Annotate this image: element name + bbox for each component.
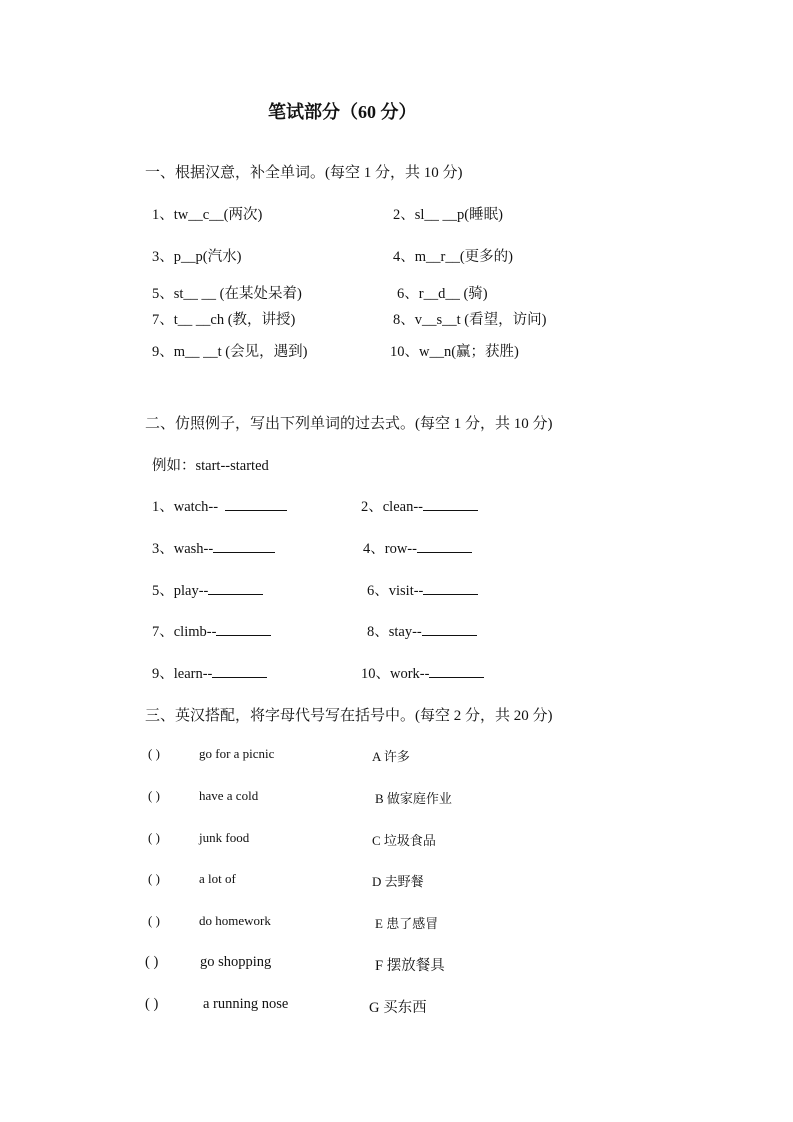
s2-item-7 xyxy=(152,620,271,641)
s2-item-8 xyxy=(367,620,477,641)
s1-item-8: 8、v__s__t (看望，访问) xyxy=(393,312,547,328)
s1-item-2: 2、sl__ __p(睡眠) xyxy=(393,207,503,223)
answer-blank[interactable] xyxy=(213,538,275,553)
answer-blank[interactable] xyxy=(216,621,271,636)
s3-chinese-d: D 去野餐 xyxy=(372,874,424,889)
s2-item-5 xyxy=(152,579,263,600)
s2-item-7-word: 7、climb-- xyxy=(152,624,217,640)
s2-item-6-word: 6、visit-- xyxy=(367,583,424,599)
answer-blank[interactable] xyxy=(429,663,484,678)
s2-example: 例如：start--started xyxy=(152,458,269,474)
s2-item-10 xyxy=(361,662,484,683)
answer-blank[interactable] xyxy=(423,496,478,511)
s3-chinese-b: B 做家庭作业 xyxy=(375,791,452,806)
s2-item-3-word: 3、wash-- xyxy=(152,541,214,557)
s1-item-3: 3、p__p(汽水) xyxy=(152,249,242,265)
s3-english-5: do homework xyxy=(199,913,271,928)
s3-chinese-c: C 垃圾食品 xyxy=(372,833,436,848)
s2-item-3 xyxy=(152,537,275,558)
s2-item-2-word: 2、clean-- xyxy=(361,499,423,515)
s2-item-1-word: 1、watch-- xyxy=(152,499,219,515)
s3-chinese-g: G 买东西 xyxy=(369,1000,427,1016)
s1-item-7: 7、t__ __ch (教，讲授) xyxy=(152,312,296,328)
answer-paren[interactable]: ( ) xyxy=(148,830,160,845)
answer-blank[interactable] xyxy=(417,538,472,553)
answer-blank[interactable] xyxy=(225,496,287,511)
s2-item-2 xyxy=(361,495,478,516)
section-3-heading: 三、英汉搭配，将字母代号写在括号中。(每空 2 分，共 20 分) xyxy=(145,708,553,724)
s3-english-3: junk food xyxy=(199,830,250,845)
s1-item-6: 6、r__d__ (骑) xyxy=(397,286,488,302)
s3-english-6: go shopping xyxy=(200,954,272,970)
s1-item-1: 1、tw__c__(两次) xyxy=(152,207,263,223)
section-2-heading: 二、仿照例子，写出下列单词的过去式。(每空 1 分，共 10 分) xyxy=(145,416,553,432)
answer-paren[interactable]: ( ) xyxy=(148,913,160,928)
answer-paren[interactable]: ( ) xyxy=(148,746,160,761)
section-1-heading: 一、根据汉意，补全单词。(每空 1 分，共 10 分) xyxy=(145,165,463,181)
s2-item-4 xyxy=(363,537,472,558)
s2-item-9 xyxy=(152,662,267,683)
answer-paren[interactable]: ( ) xyxy=(145,996,159,1012)
s3-chinese-a: A 许多 xyxy=(372,749,410,764)
s2-item-10-word: 10、work-- xyxy=(361,666,430,682)
answer-blank[interactable] xyxy=(423,580,478,595)
s1-item-10: 10、w__n(赢；获胜) xyxy=(390,344,519,360)
answer-paren[interactable]: ( ) xyxy=(148,871,160,886)
s3-chinese-f: F 摆放餐具 xyxy=(375,958,445,974)
answer-paren[interactable]: ( ) xyxy=(148,788,160,803)
s1-item-9: 9、m__ __t (会见，遇到) xyxy=(152,344,308,360)
answer-blank[interactable] xyxy=(212,663,267,678)
s1-item-5: 5、st__ __ (在某处呆着) xyxy=(152,286,302,302)
s3-chinese-e: E 患了感冒 xyxy=(375,916,439,931)
page-title: 笔试部分（60 分） xyxy=(268,102,417,122)
s1-item-4: 4、m__r__(更多的) xyxy=(393,249,514,265)
answer-blank[interactable] xyxy=(208,580,263,595)
answer-blank[interactable] xyxy=(422,621,477,636)
s3-english-2: have a cold xyxy=(199,788,259,803)
answer-paren[interactable]: ( ) xyxy=(145,954,159,970)
s2-item-9-word: 9、learn-- xyxy=(152,666,213,682)
s2-item-6 xyxy=(367,579,478,600)
s2-item-5-word: 5、play-- xyxy=(152,583,209,599)
s3-english-7: a running nose xyxy=(203,996,289,1012)
s3-english-4: a lot of xyxy=(199,871,236,886)
s2-item-8-word: 8、stay-- xyxy=(367,624,422,640)
s3-english-1: go for a picnic xyxy=(199,746,275,761)
s2-item-4-word: 4、row-- xyxy=(363,541,417,557)
s2-item-1 xyxy=(152,495,287,516)
